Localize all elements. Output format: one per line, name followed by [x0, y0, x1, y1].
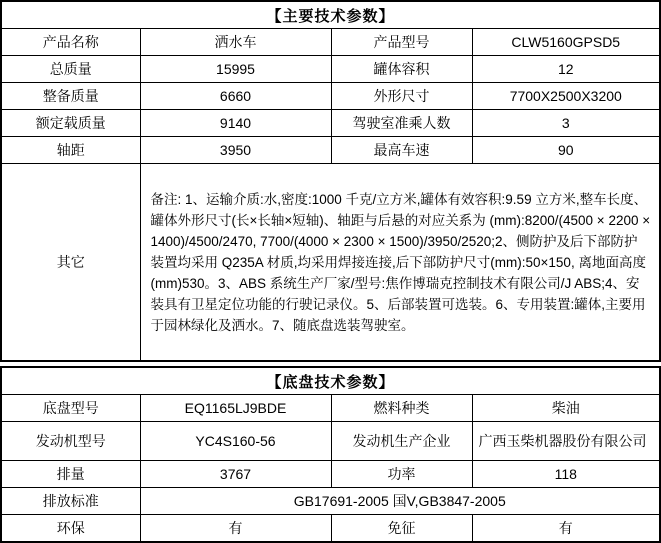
table-row — [1, 56, 660, 83]
table-row-emission — [1, 488, 660, 515]
param-value: 有 — [472, 515, 660, 543]
param-label: 产品型号 — [331, 29, 472, 56]
param-value: 9140 — [140, 110, 331, 137]
table-row — [1, 461, 660, 488]
chassis-params-table — [0, 366, 661, 543]
table-row — [1, 367, 660, 395]
param-label: 驾驶室准乘人数 — [331, 110, 472, 137]
other-remarks-text: 备注: 1、运输介质:水,密度:1000 千克/立方米,罐体有效容积:9.59 立方米,整车长度、罐体外形尺寸(长×长轴×短轴)、轴距与后悬的对应关系为 (mm):8200/(4500 × 2200 × 1400)/4500/2470, 7700/(4000 × 2300 × 1500)/3950/2520;2、侧防护及后下部防护装置均采用 Q235A 材质,均采用焊接连接,后下部防护尺寸(mm):50×150, 离地面高度(mm)530。3、ABS 系统生产厂家/型号:焦作博瑞克控制技术有限公司/J ABS;4、安装具有卫星定位功能的行驶记录仪。5、后部装置可选装。6、专用装置:罐体,主要用于园林绿化及洒水。7、随底盘选装驾驶室。 — [140, 164, 660, 362]
param-value: 柴油 — [472, 395, 660, 422]
param-value: 3 — [472, 110, 660, 137]
param-label: 额定载质量 — [1, 110, 140, 137]
param-value: 洒水车 — [140, 29, 331, 56]
param-label: 功率 — [331, 461, 472, 488]
table-row — [1, 1, 660, 29]
param-label: 产品名称 — [1, 29, 140, 56]
param-value: 有 — [140, 515, 331, 543]
table-row — [1, 395, 660, 422]
param-value: 118 — [472, 461, 660, 488]
param-label: 罐体容积 — [331, 56, 472, 83]
param-label: 排放标准 — [1, 488, 140, 515]
other-label: 其它 — [1, 164, 140, 362]
param-label: 外形尺寸 — [331, 83, 472, 110]
param-label: 总质量 — [1, 56, 140, 83]
table-row — [1, 83, 660, 110]
param-label: 免征 — [331, 515, 472, 543]
table-row — [1, 29, 660, 56]
main-table-title: 【主要技术参数】 — [1, 1, 660, 29]
param-label: 排量 — [1, 461, 140, 488]
chassis-table-title: 【底盘技术参数】 — [1, 367, 660, 395]
param-value: CLW5160GPSD5 — [472, 29, 660, 56]
param-value: EQ1165LJ9BDE — [140, 395, 331, 422]
table-row-other — [1, 164, 660, 362]
param-value: 6660 — [140, 83, 331, 110]
param-label: 燃料种类 — [331, 395, 472, 422]
param-value: 3950 — [140, 137, 331, 164]
param-value: 7700X2500X3200 — [472, 83, 660, 110]
param-value: 15995 — [140, 56, 331, 83]
param-label: 发动机型号 — [1, 422, 140, 461]
param-label: 最高车速 — [331, 137, 472, 164]
table-row — [1, 137, 660, 164]
param-label: 底盘型号 — [1, 395, 140, 422]
param-value: 12 — [472, 56, 660, 83]
param-label: 整备质量 — [1, 83, 140, 110]
param-value: YC4S160-56 — [140, 422, 331, 461]
param-label: 轴距 — [1, 137, 140, 164]
emission-standard-value: GB17691-2005 国V,GB3847-2005 — [140, 488, 660, 515]
param-value: 广西玉柴机器股份有限公司 — [472, 422, 660, 461]
table-row — [1, 110, 660, 137]
param-value: 3767 — [140, 461, 331, 488]
param-label: 环保 — [1, 515, 140, 543]
table-row — [1, 422, 660, 461]
param-label: 发动机生产企业 — [331, 422, 472, 461]
param-value: 90 — [472, 137, 660, 164]
